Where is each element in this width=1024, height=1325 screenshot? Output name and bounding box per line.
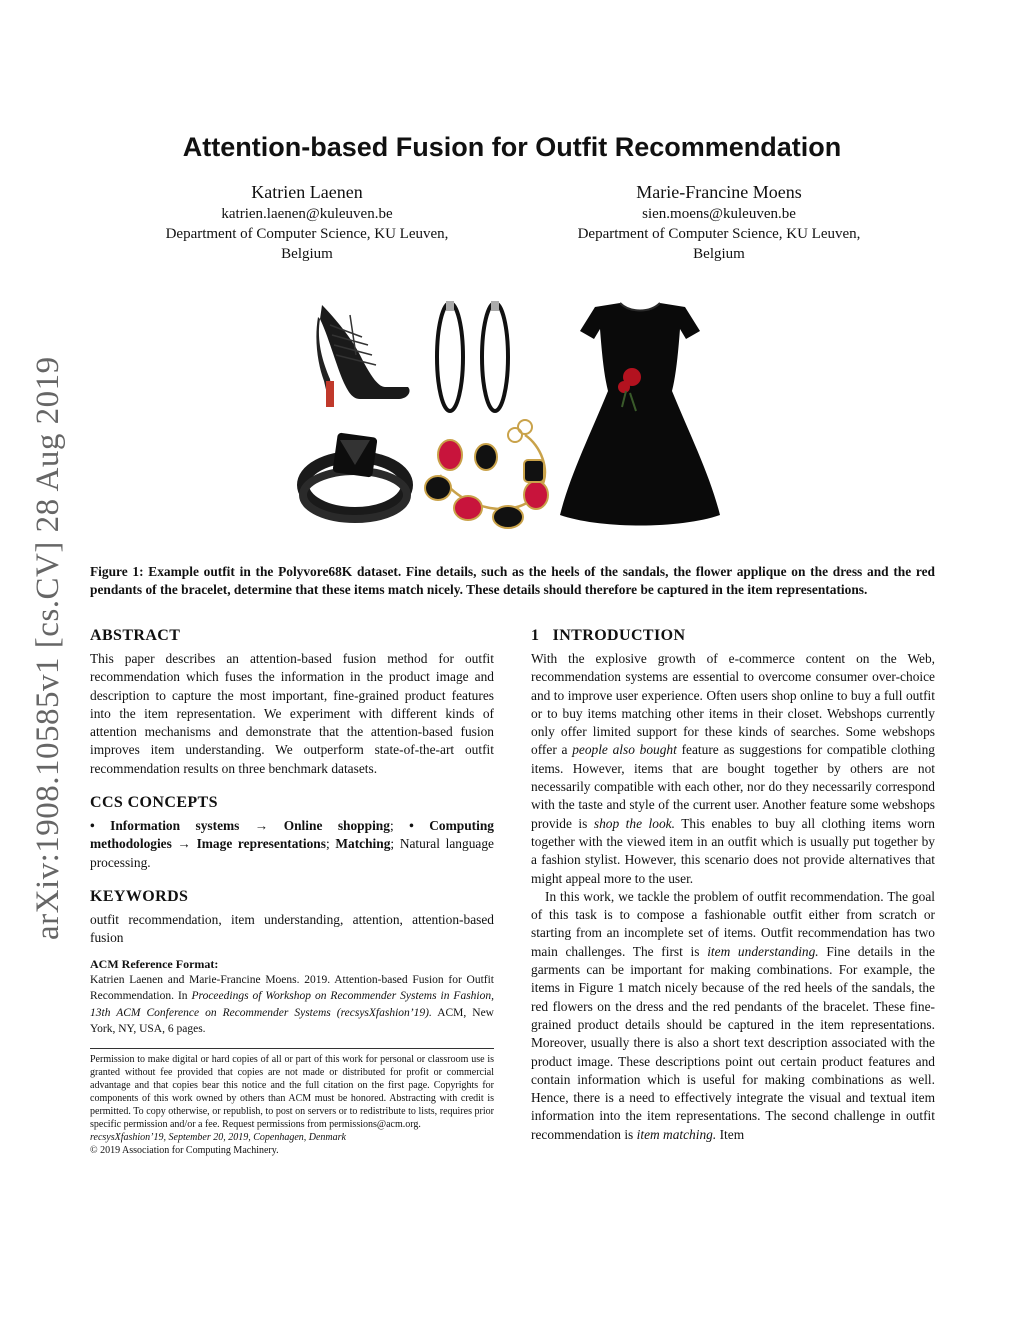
keywords-heading: KEYWORDS [90,887,189,905]
author-affiliation: Department of Computer Science, KU Leuven, [577,226,861,242]
acm-ref-heading: ACM Reference Format: [90,956,219,971]
intro-text: Fine details in the garments can be important for making combinations. For example, the items in Figure 1 match nicely because of the red heels of the sandals, the red flowers on the dress and the red pendants of the bracelet. These fine-grained product details should be captured in the item representations. Moreover, usually there is also a short text description associated with the product image. These descriptions point out certain product features and contain information which is useful for making combinations as well. Hence, there is a need to effectively integrate the visual and textual item information into the item representations. The second challenge in outfit recommendation is [531,943,935,1142]
figure-caption: Figure 1: Example outfit in the Polyvore68K dataset. Fine details, such as the heels of the sandals, the flower applique on the dress and the red pendants of the bracelet, determine that these items match nicely. These details should therefore be captured in the item representations. [90,564,935,597]
author-block-2 [519,180,919,264]
ccs-heading: CCS CONCEPTS [90,794,218,812]
keywords-text: outfit recommendation, item understanding, attention, attention-based fusion [90,911,494,946]
copyright-line: © 2019 Association for Computing Machinery. [90,1144,279,1156]
author-email: sien.moens@kuleuven.be [642,206,796,222]
acm-ref-part: ACM, New York, NY, USA, 6 pages. [90,1006,494,1036]
author-name: Katrien Laenen [251,182,363,202]
author-email: katrien.laenen@kuleuven.be [221,206,393,222]
abstract-text: This paper describes an attention-based fusion method for outfit recommendation which fuses the information in the product image and description to capture the most important, fine-grained product features into the item representation. We experiment with different kinds of attention mechanisms and demonstrate that the attention-based fusion improves item understanding. We outperform state-of-the-art outfit recommendation results on three benchmark datasets. [90,651,494,776]
intro-paragraph-1 [531,650,935,888]
intro-emph: item matching. [636,1126,717,1142]
intro-text: In this work, we tackle the problem of outfit recommendation. The goal of this task is to compose a fashionable outfit either from scratch or starting from an incomplete set of items. Outfit recommendation has two main challenges. The first is [531,888,935,959]
ccs-term: Matching [335,836,391,852]
intro-paragraph-2 [531,888,935,1144]
acm-ref-text [90,972,494,1038]
ccs-text [90,817,494,872]
intro-emph: people also bought [572,742,677,758]
figure-1-outfit-image [290,295,730,535]
arxiv-stamp: arXiv:1908.10585v1 [cs.CV] 28 Aug 2019 [30,356,66,940]
intro-text: This enables to buy all clothing items worn together with the viewed item in an outfit which is usually put together by a fashion stylist. However, this scenario does not provide alternatives that might appeal more to the user. [531,815,935,886]
left-column [90,625,494,1157]
intro-text: feature as suggestions for compatible clothing items. However, items that are bought together by others are not necessarily compatible with each other, nor do they necessarily correspond with the taste and style of the current user. Another feature some webshops provide is [531,742,935,831]
ccs-separator: ; [325,836,330,852]
author-country: Belgium [693,246,745,262]
sandal-image [316,305,409,407]
permission-text: Permission to make digital or hard copies of all or part of this work for personal or classroom use is granted without fee provided that copies are not made or distributed for profit or commercial advantage and that copies bear this notice and the full citation on the first page. Copyrights for components of this work owned by others than ACM must be honored. Abstracting with credit is permitted. To copy otherwise, or republish, to post on servers or to redistribute to lists, requires prior specific permission and/or a fee. Request permissions from permissions@acm.org. [90,1053,494,1130]
paper-title: Attention-based Fusion for Outfit Recommendation [182,132,842,162]
author-block-1 [107,180,507,264]
intro-emph: item understanding. [707,943,819,959]
ccs-term: Image representations [196,836,326,852]
ccs-tail: ; Natural language processing. [90,836,494,870]
abstract-heading: ABSTRACT [90,627,181,644]
intro-emph: shop the look. [593,815,675,831]
author-affiliation: Department of Computer Science, KU Leuven, [165,226,449,242]
ring-image [303,432,407,519]
right-column [531,625,935,1144]
venue-line: recsysXfashion’19, September 20, 2019, Copenhagen, Denmark [90,1131,346,1143]
ccs-term: Online shopping [283,818,390,834]
dress-image [560,303,720,526]
hoop-earrings-image [437,301,508,411]
intro-text: Item [719,1126,745,1142]
intro-text: With the explosive growth of e-commerce content on the Web, recommendation systems are essential to overcome consumer over-choice and to improve user experience. Often users shop online to buy a full outfit or to buy items matching other items in their closet. Webshops currently only offer limited support for these kinds of searches. Some webshops offer a [531,651,935,758]
acm-ref-part: Katrien Laenen and Marie-Francine Moens. 2019. Attention-based Fusion for Outfit Recommendation. In [90,973,494,1003]
ccs-arrow: → [254,818,269,834]
author-country: Belgium [281,246,333,262]
introduction-heading: 1 INTRODUCTION [531,627,686,644]
acm-ref-venue: Proceedings of Workshop on Recommender Systems in Fashion, 13th ACM Conference on Recommender Systems (recsysXfashion’19). [90,990,494,1019]
ccs-term: • Information systems [90,818,240,834]
ccs-term: • Computing methodologies [90,818,494,852]
bracelet-image [425,420,548,528]
ccs-arrow: → [177,836,191,852]
footnote-rule [90,1048,494,1049]
ccs-separator: ; [389,818,394,834]
author-name: Marie-Francine Moens [636,182,802,202]
